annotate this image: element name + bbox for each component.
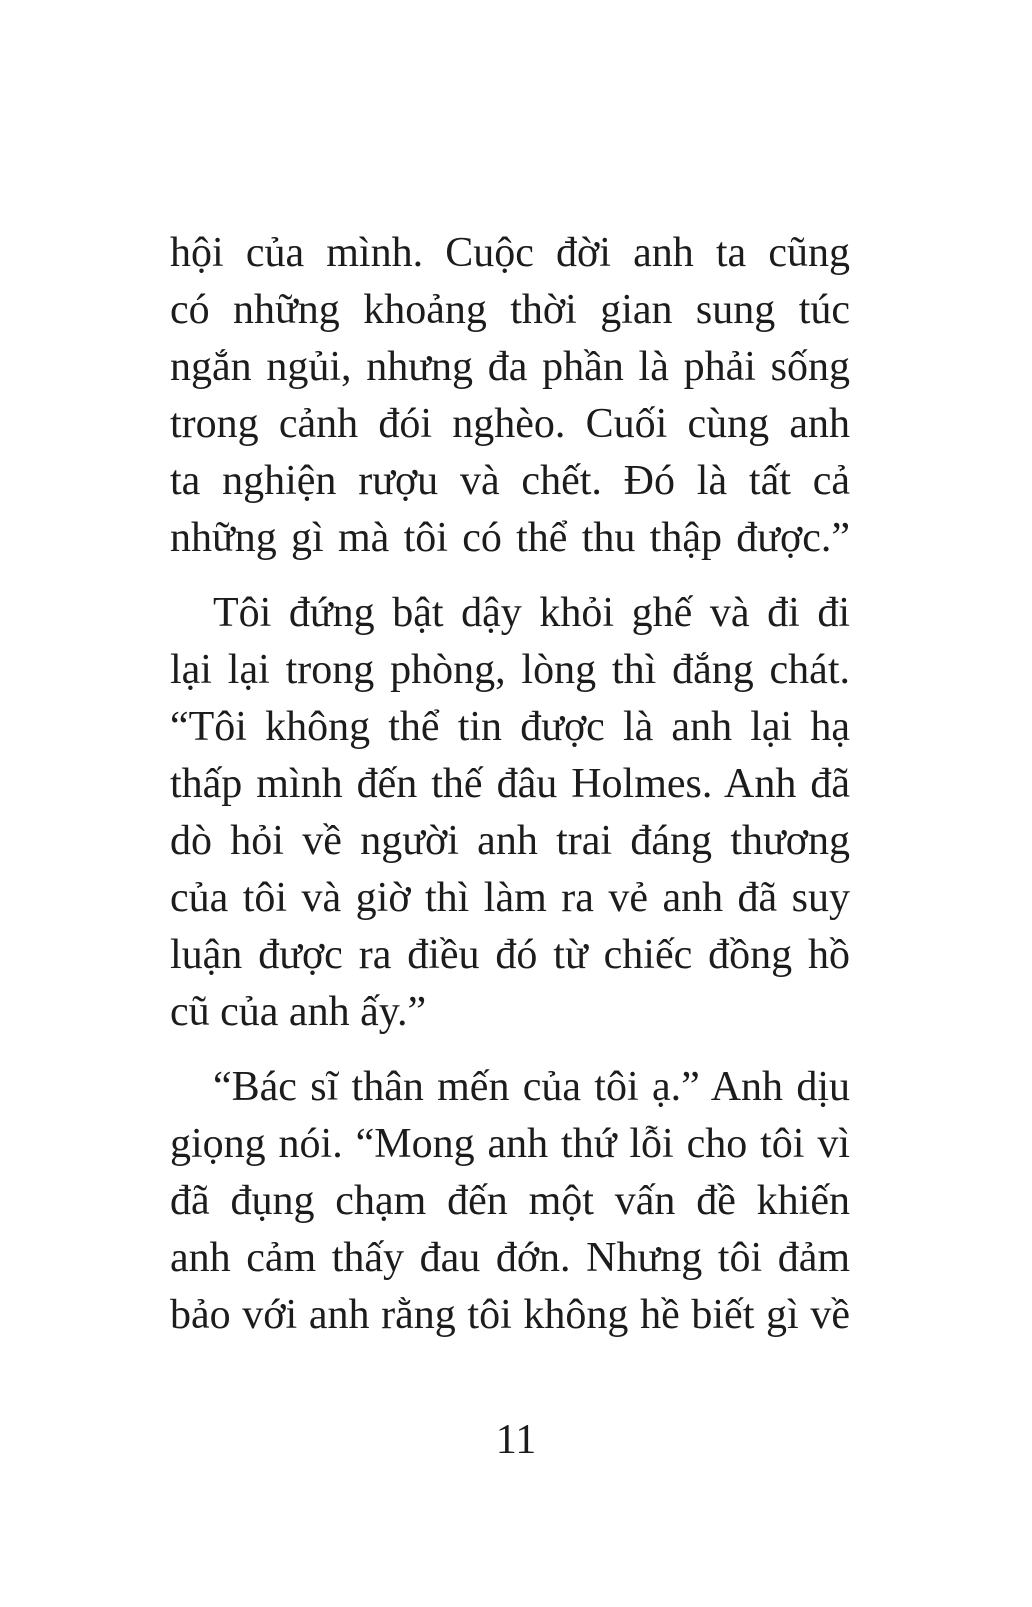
text-line: hội của mình. Cuộc đời anh ta cũng: [170, 230, 850, 276]
text-line: đã đụng chạm đến một vấn đề khiến: [170, 1178, 850, 1224]
text-line: lại lại trong phòng, lòng thì đắng chát.: [170, 647, 850, 693]
text-line: có những khoảng thời gian sung túc: [170, 287, 850, 333]
text-line: của tôi và giờ thì làm ra vẻ anh đã suy: [170, 875, 850, 921]
text-line: luận được ra điều đó từ chiếc đồng hồ: [170, 932, 850, 978]
text-line: “Bác sĩ thân mến của tôi ạ.” Anh dịu: [213, 1064, 850, 1110]
text-line: ta nghiện rượu và chết. Đó là tất cả: [170, 458, 850, 504]
text-line: dò hỏi về người anh trai đáng thương: [170, 818, 850, 864]
text-line: bảo với anh rằng tôi không hề biết gì về: [170, 1292, 850, 1338]
text-line: anh cảm thấy đau đớn. Nhưng tôi đảm: [170, 1235, 850, 1281]
text-line: cũ của anh ấy.”: [170, 989, 427, 1035]
paragraph-1: [170, 225, 850, 567]
text-line: trong cảnh đói nghèo. Cuối cùng anh: [170, 401, 850, 447]
text-line: giọng nói. “Mong anh thứ lỗi cho tôi vì: [170, 1121, 850, 1167]
text-line: những gì mà tôi có thể thu thập được.”: [170, 515, 850, 561]
page-number: 11: [495, 1417, 537, 1463]
paragraph-2: [170, 585, 850, 1041]
text-line: thấp mình đến thế đâu Holmes. Anh đã: [170, 761, 850, 807]
paragraph-3: [170, 1059, 850, 1344]
text-line: “Tôi không thể tin được là anh lại hạ: [170, 704, 850, 750]
text-line: ngắn ngủi, nhưng đa phần là phải sống: [170, 344, 850, 390]
text-line: Tôi đứng bật dậy khỏi ghế và đi đi: [213, 590, 850, 636]
